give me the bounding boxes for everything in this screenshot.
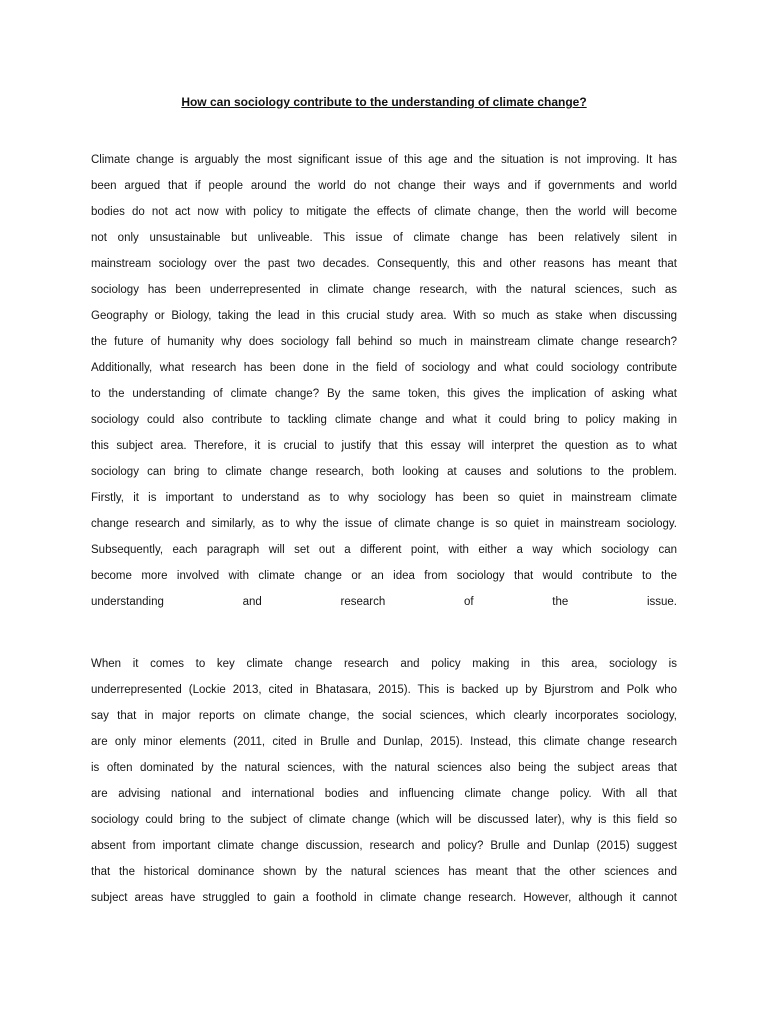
text-line: change research and similarly, as to why the issue of climate change is so quiet in mainstream sociology. — [91, 518, 677, 530]
text-line: this subject area. Therefore, it is crucial to justify that this essay will interpret the question as to what — [91, 440, 677, 452]
text-line: mainstream sociology over the past two decades. Consequently, this and other reasons has meant that — [91, 258, 677, 270]
text-line: are advising national and international bodies and influencing climate change policy. With all that — [91, 788, 677, 800]
text-line: become more involved with climate change or an idea from sociology that would contribute to the — [91, 570, 677, 582]
text-line: been argued that if people around the world do not change their ways and if governments and world — [91, 180, 677, 192]
text-line: Additionally, what research has been done in the field of sociology and what could sociology contribute — [91, 362, 677, 374]
text-line: bodies do not act now with policy to mitigate the effects of climate change, then the world will become — [91, 206, 677, 218]
text-line: that the historical dominance shown by the natural sciences has meant that the other sciences and — [91, 866, 677, 878]
text-line: subject areas have struggled to gain a foothold in climate change research. However, although it cannot — [91, 892, 677, 904]
text-line: sociology could also contribute to tackling climate change and what it could bring to policy making in — [91, 414, 677, 426]
text-line: say that in major reports on climate change, the social sciences, which clearly incorporates sociology, — [91, 710, 677, 722]
text-line: the future of humanity why does sociology fall behind so much in mainstream climate change research? — [91, 336, 677, 348]
paragraph-1 — [91, 147, 677, 615]
text-line: Climate change is arguably the most significant issue of this age and the situation is not improving. It has — [91, 154, 677, 166]
document-title: How can sociology contribute to the understanding of climate change? — [181, 95, 587, 109]
paragraph-2 — [91, 651, 677, 911]
text-line: absent from important climate change discussion, research and policy? Brulle and Dunlap (2015) suggest — [91, 840, 677, 852]
text-line: sociology could bring to the subject of climate change (which will be discussed later), why is this field so — [91, 814, 677, 826]
text-line: not only unsustainable but unliveable. This issue of climate change has been relatively silent in — [91, 232, 677, 244]
text-line: Geography or Biology, taking the lead in this crucial study area. With so much as stake when discussing — [91, 310, 677, 322]
text-line: underrepresented (Lockie 2013, cited in Bhatasara, 2015). This is backed up by Bjurstrom and Polk who — [91, 684, 677, 696]
text-line: When it comes to key climate change research and policy making in this area, sociology is — [91, 658, 677, 670]
text-line: is often dominated by the natural sciences, with the natural sciences also being the subject areas that — [91, 762, 677, 774]
text-line: sociology can bring to climate change research, both looking at causes and solutions to the problem. — [91, 466, 677, 478]
text-line: Subsequently, each paragraph will set out a different point, with either a way which sociology can — [91, 544, 677, 556]
text-line: are only minor elements (2011, cited in Brulle and Dunlap, 2015). Instead, this climate change research — [91, 736, 677, 748]
text-line: Firstly, it is important to understand as to why sociology has been so quiet in mainstream climate — [91, 492, 677, 504]
text-line: sociology has been underrepresented in climate change research, with the natural sciences, such as — [91, 284, 677, 296]
text-line: understanding and research of the issue. — [91, 596, 677, 608]
text-line: to the understanding of climate change? By the same token, this gives the implication of asking what — [91, 388, 677, 400]
